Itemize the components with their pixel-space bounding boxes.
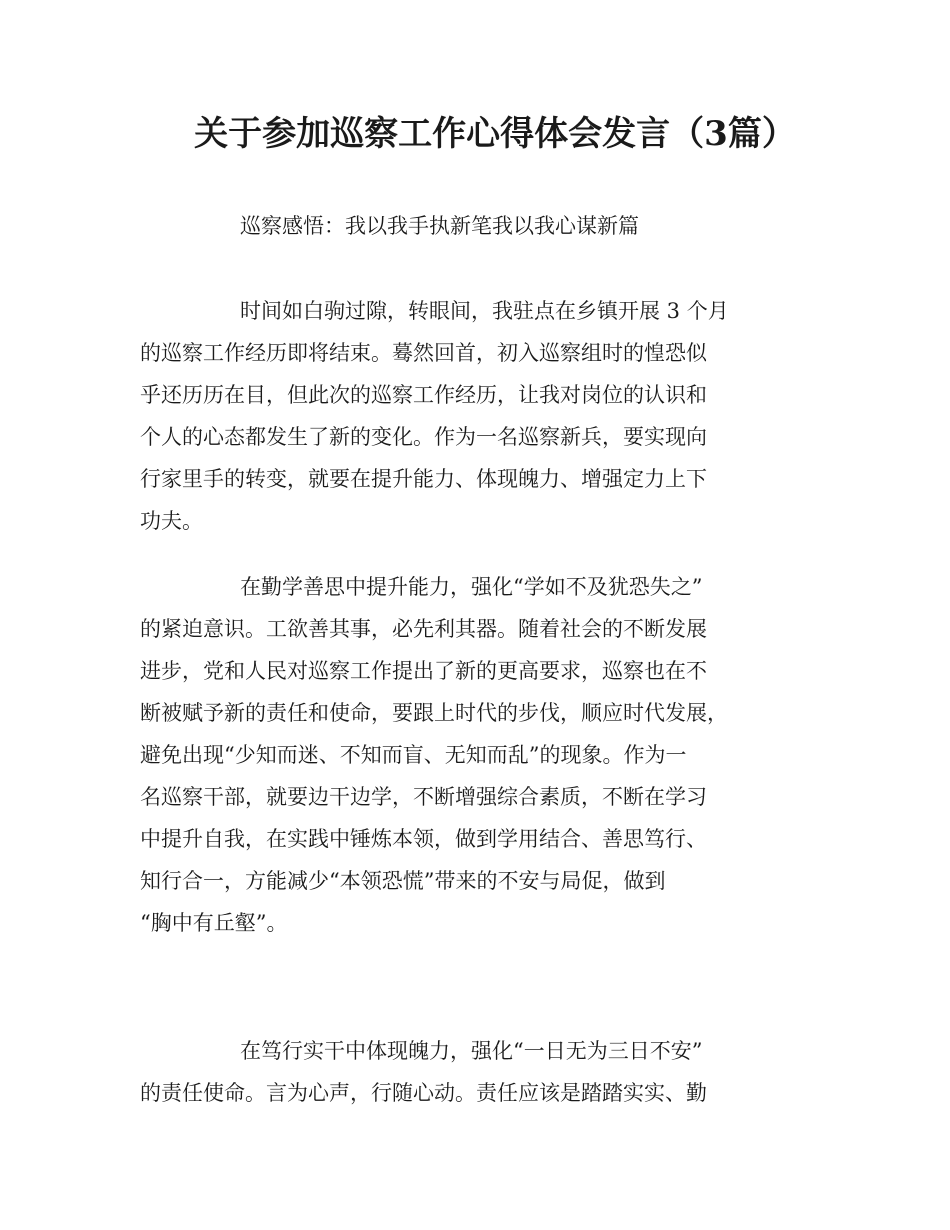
paragraph-line: 知行合一，方能减少“本领恐慌”带来的不安与局促，做到	[140, 869, 666, 893]
paragraph-line: 中提升自我，在实践中锤炼本领，做到学用结合、善思笃行、	[140, 827, 707, 851]
paragraph-line: “胸中有丘壑”。	[140, 911, 288, 935]
paragraph-3	[140, 1030, 830, 1114]
paragraph-line: 名巡察干部，就要边干边学，不断增强综合素质，不断在学习	[140, 785, 707, 809]
paragraph-2	[140, 566, 830, 944]
document-subtitle: 巡察感悟：我以我手执新笔我以我心谋新篇	[240, 214, 639, 238]
paragraph-line: 的巡察工作经历即将结束。蓦然回首，初入巡察组时的惶恐似	[140, 341, 707, 365]
paragraph-line: 避免出现“少知而迷、不知而盲、无知而乱”的现象。作为一	[140, 743, 687, 767]
paragraph-line: 个人的心态都发生了新的变化。作为一名巡察新兵，要实现向	[140, 425, 707, 449]
paragraph-line: 进步，党和人民对巡察工作提出了新的更高要求，巡察也在不	[140, 659, 707, 683]
paragraph-line: 在勤学善思中提升能力，强化“学如不及犹恐失之”	[240, 575, 703, 599]
document-title: 关于参加巡察工作心得体会发言（3篇）	[194, 114, 796, 154]
paragraph-line: 在笃行实干中体现魄力，强化“一日无为三日不安”	[240, 1039, 703, 1063]
paragraph-1	[140, 290, 830, 542]
paragraph-line: 时间如白驹过隙，转眼间，我驻点在乡镇开展 3 个月	[240, 299, 729, 323]
paragraph-line: 功夫。	[140, 509, 203, 533]
paragraph-line: 的责任使命。言为心声，行随心动。责任应该是踏踏实实、勤	[140, 1081, 707, 1105]
paragraph-line: 行家里手的转变，就要在提升能力、体现魄力、增强定力上下	[140, 467, 707, 491]
paragraph-line: 乎还历历在目，但此次的巡察工作经历，让我对岗位的认识和	[140, 383, 707, 407]
paragraph-line: 的紧迫意识。工欲善其事，必先利其器。随着社会的不断发展	[140, 617, 707, 641]
paragraph-line: 断被赋予新的责任和使命，要跟上时代的步伐，顺应时代发展，	[140, 701, 728, 725]
